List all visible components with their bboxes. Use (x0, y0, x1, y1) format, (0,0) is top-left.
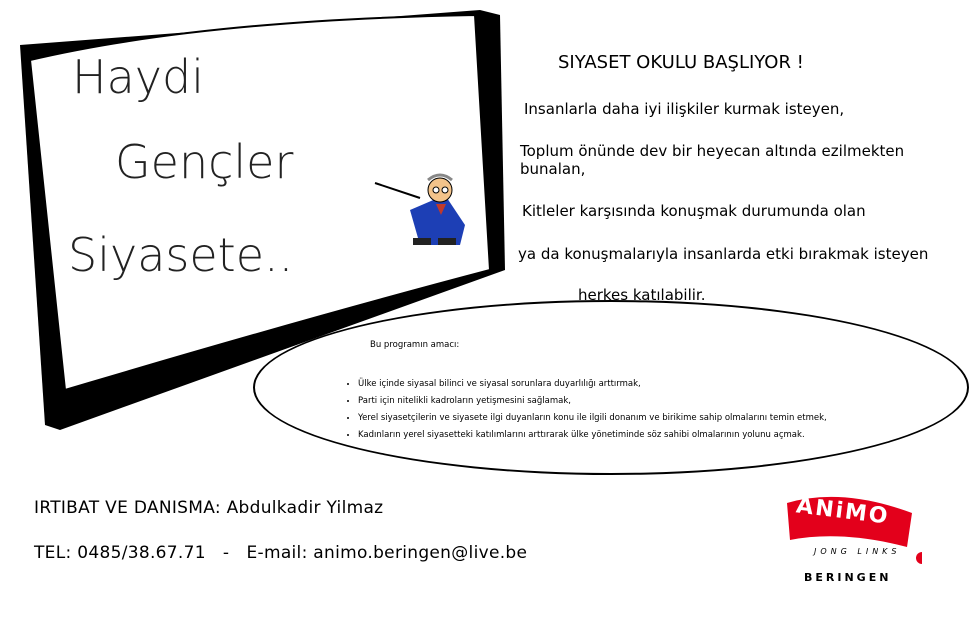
contact-phone-email: TEL: 0485/38.67.71 - E-mail: animo.beringen@live.be (34, 543, 528, 563)
program-goal: • Parti için nitelikli kadroların yetişmesini sağlamak, (358, 393, 958, 410)
logo-word: ANiMO (794, 493, 891, 530)
program-goals-list (338, 376, 958, 444)
intro-line-6: herkes katılabilir. (578, 286, 706, 304)
banner-line-2: Gençler (115, 135, 294, 189)
program-heading: Bu programın amacı: (370, 340, 460, 350)
program-goal: • Kadınların yerel siyasetteki katılımlarını arttırarak ülke yönetiminde söz sahibi olmalarının yolunu açmak. (358, 427, 958, 444)
animo-logo (782, 485, 922, 585)
contact-name: IRTIBAT VE DANISMA: Abdulkadir Yilmaz (34, 498, 384, 518)
intro-line-2: Toplum önünde dev bir heyecan altında ezilmekten (520, 142, 905, 160)
program-goal: • Ülke içinde siyasal bilinci ve siyasal sorunlara duyarlılığı arttırmak, (358, 376, 958, 393)
intro-line-1: Insanlarla daha iyi ilişkiler kurmak isteyen, (524, 100, 845, 118)
banner-line-1: Haydi (72, 50, 204, 104)
announcement-title: SIYASET OKULU BAŞLIYOR ! (558, 52, 804, 73)
intro-line-3: bunalan, (520, 160, 586, 178)
program-goal: • Yerel siyasetçilerin ve siyasete ilgi duyanların konu ile ilgili donanım ve birikime sahip olmalarını temin etmek, (358, 410, 958, 427)
intro-line-5: ya da konuşmalarıyla insanlarda etki bırakmak isteyen (518, 245, 929, 263)
intro-line-4: Kitleler karşısında konuşmak durumunda olan (522, 202, 866, 220)
banner-line-3: Siyasete.. (68, 228, 294, 282)
logo-tagline: JONG LINKS (814, 547, 901, 556)
logo-city: BERINGEN (804, 571, 892, 584)
